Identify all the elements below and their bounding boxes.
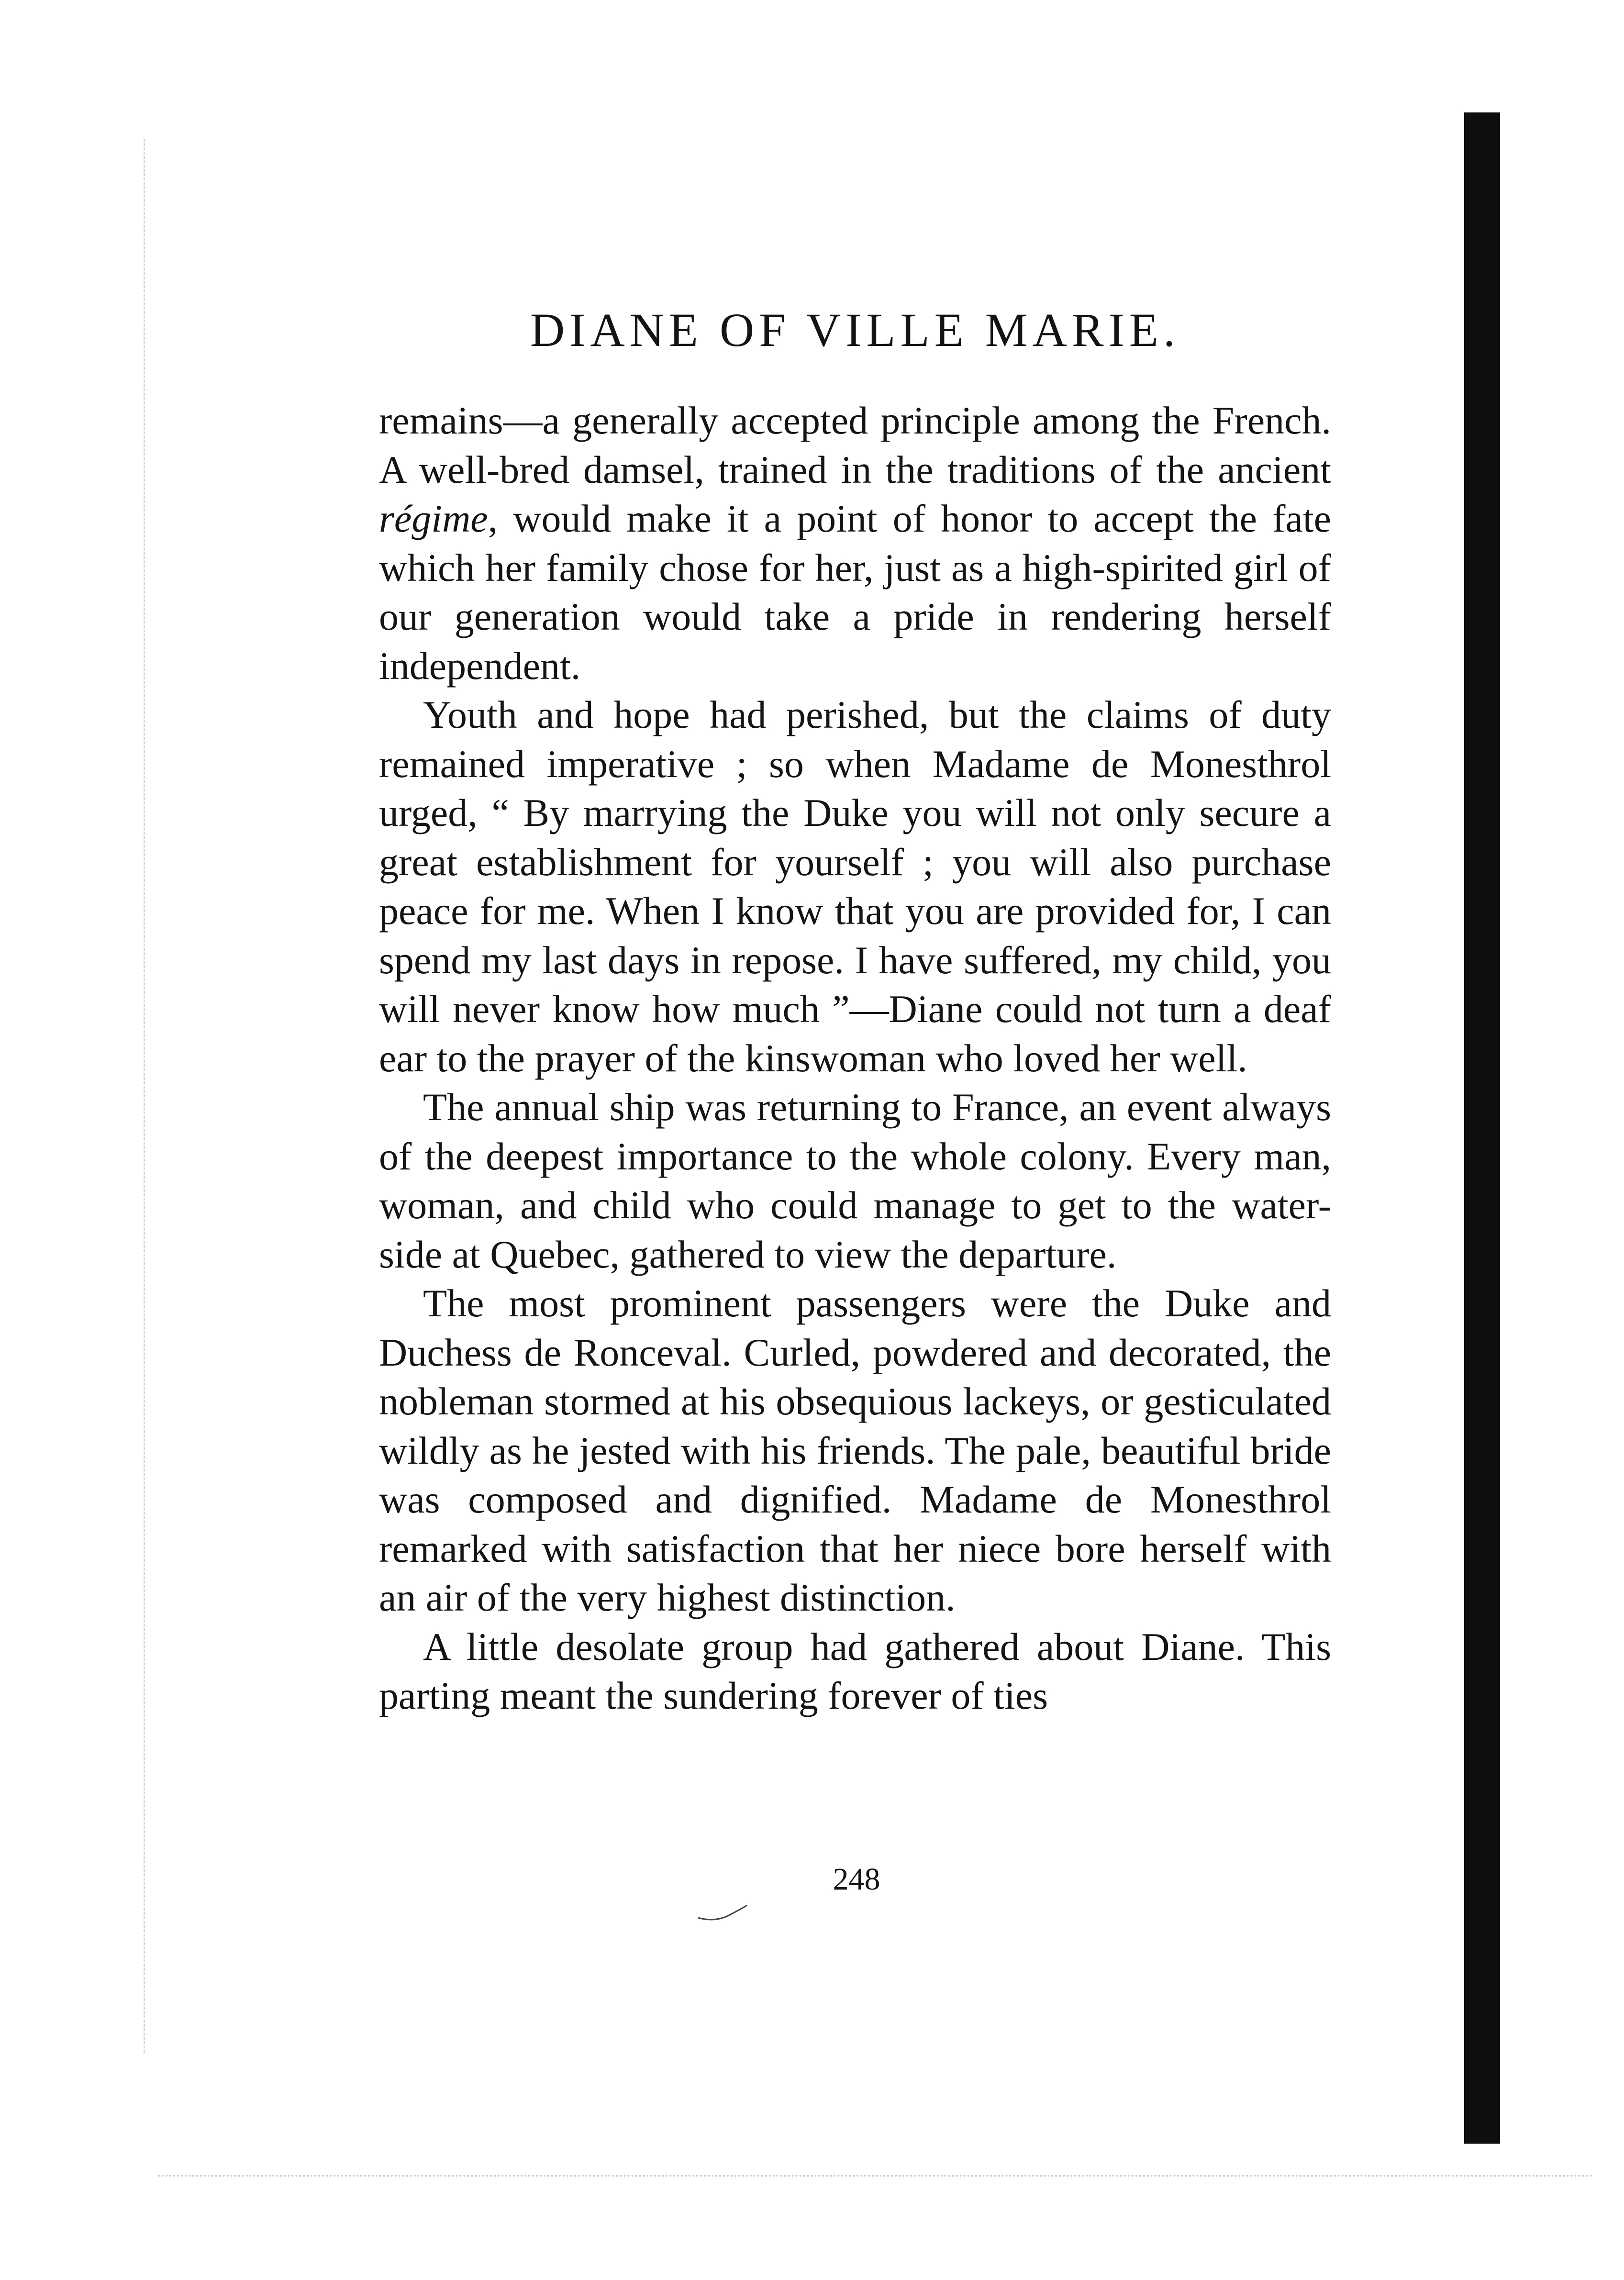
page-number: 248 (833, 1862, 880, 1897)
body-text (379, 396, 1331, 1721)
paragraph-2: Youth and hope had perished, but the claims of duty remained imperative ; so when Madame de Monesthrol urged, “ By marrying the Duke you will not only secure a great establishment for yourself ; you will also purchase peace for me. When I know that you are provided for, I can spend my last days in repose. I have suffered, my child, you will never know how much ”—Diane could not turn a deaf ear to the prayer of the kinswoman who loved her well. (379, 693, 1331, 1080)
paragraph-5: A little desolate group had gathered about Diane. This parting meant the sundering forever of ties (379, 1624, 1331, 1717)
paragraph-4: The most prominent passengers were the Duke and Duchess de Ronceval. Curled, powdered and decorated, the nobleman stormed at his obsequious lackeys, or gesticulated wildly as he jested with his friends. The pale, beautiful bride was composed and dignified. Madame de Monesthrol remarked with satisfaction that her niece bore herself with an air of the very highest distinction. (379, 1281, 1331, 1619)
running-head: DIANE OF VILLE MARIE. (530, 303, 1180, 356)
paragraph-1 (379, 396, 1331, 690)
italic-word: régime (379, 497, 488, 540)
scan-bottom-noise (158, 2175, 1593, 2177)
paragraph-1-end: , would make it a point of honor to accept the fate which her family chose for her, just as a high-spirited girl of our generation would take a pride in rendering herself independent. (379, 497, 1331, 688)
scan-margin-noise (144, 139, 151, 2053)
paragraph-1-start: remains—a generally accepted principle among the French. A well-bred damsel, trained in the traditions of the ancient (379, 399, 1331, 491)
scan-edge-bar (1464, 112, 1500, 2144)
pen-mark (696, 1903, 749, 1923)
paragraph-3: The annual ship was returning to France, an event always of the deepest importance to the whole colony. Every man, woman, and child who could manage to get to the water-side at Quebec, gathered to view the departure. (379, 1085, 1331, 1276)
